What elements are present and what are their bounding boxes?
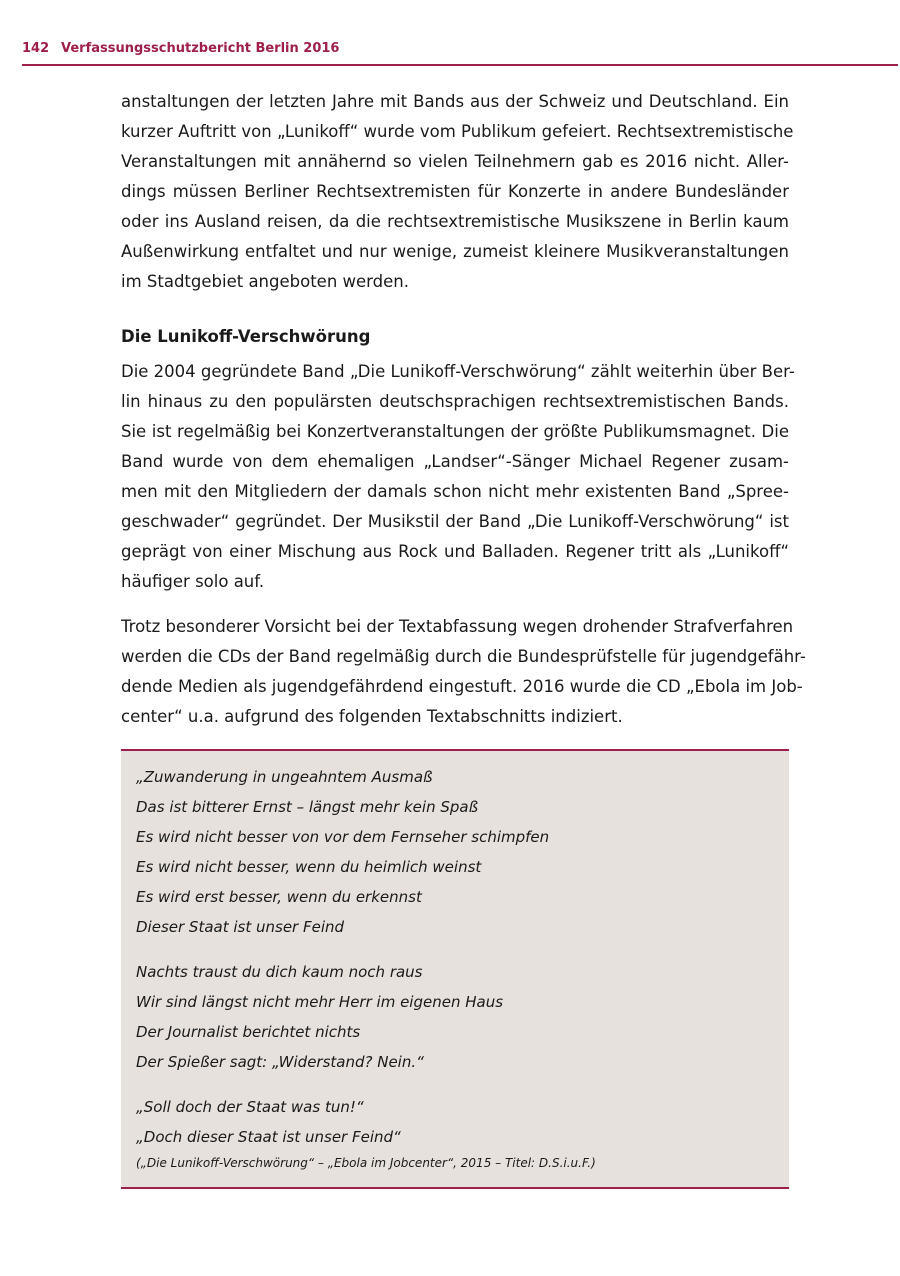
- verse-line: Es wird erst besser, wenn du erkennst: [136, 888, 422, 906]
- quote-stanza-1: [136, 762, 549, 942]
- text-line: kurzer Auftritt von „Lunikoff“ wurde vom Publikum gefeiert. Rechtsextremistische: [121, 122, 794, 141]
- text-line: im Stadtgebiet angeboten werden.: [121, 272, 410, 291]
- verse-line: Es wird nicht besser von vor dem Fernseher schimpfen: [136, 828, 550, 846]
- quote-stanza-2: [136, 957, 503, 1077]
- text-line: Veranstaltungen mit annähernd so vielen Teilnehmern gab es 2016 nicht. Aller-: [121, 152, 789, 171]
- text-line: geschwader“ gegründet. Der Musikstil der Band „Die Lunikoff-Verschwörung“ ist: [121, 512, 789, 531]
- quote-citation: („Die Lunikoff-Verschwörung“ – „Ebola im Jobcenter“, 2015 – Titel: D.S.i.u.F.): [136, 1156, 596, 1170]
- verse-line: „Doch dieser Staat ist unser Feind“: [136, 1128, 401, 1146]
- page-number: 142: [22, 41, 50, 56]
- text-line: werden die CDs der Band regelmäßig durch die Bundesprüfstelle für jugendgefähr-: [121, 647, 806, 666]
- text-line: oder ins Ausland reisen, da die rechtsextremistische Musikszene in Berlin kaum: [121, 212, 789, 231]
- lyrics-quote-box: [121, 749, 789, 1189]
- quote-stanza-3: [136, 1092, 401, 1152]
- verse-line: Der Spießer sagt: „Widerstand? Nein.“: [136, 1053, 424, 1071]
- text-line: Sie ist regelmäßig bei Konzertveranstaltungen der größte Publikumsmagnet. Die: [121, 422, 789, 441]
- paragraph-1: [121, 87, 794, 297]
- text-line: häufiger solo auf.: [121, 572, 265, 591]
- verse-line: Nachts traust du dich kaum noch raus: [136, 963, 423, 981]
- paragraph-3: [121, 612, 806, 732]
- text-line: geprägt von einer Mischung aus Rock und Balladen. Regener tritt als „Lunikoff“: [121, 542, 789, 561]
- verse-line: „Zuwanderung in ungeahntem Ausmaß: [136, 768, 433, 786]
- text-line: Trotz besonderer Vorsicht bei der Textabfassung wegen drohender Strafverfahren: [121, 617, 794, 636]
- verse-line: „Soll doch der Staat was tun!“: [136, 1098, 364, 1116]
- running-header-title: Verfassungsschutzbericht Berlin 2016: [61, 41, 340, 56]
- text-line: dende Medien als jugendgefährdend eingestuft. 2016 wurde die CD „Ebola im Job-: [121, 677, 803, 696]
- verse-line: Der Journalist berichtet nichts: [136, 1023, 361, 1041]
- section-heading: Die Lunikoff-Verschwörung: [121, 327, 371, 346]
- running-header: [22, 40, 898, 66]
- text-line: center“ u.a. aufgrund des folgenden Textabschnitts indiziert.: [121, 707, 623, 726]
- verse-line: Dieser Staat ist unser Feind: [136, 918, 345, 936]
- verse-line: Das ist bitterer Ernst – längst mehr kein Spaß: [136, 798, 479, 816]
- text-line: lin hinaus zu den populärsten deutschsprachigen rechtsextremistischen Bands.: [121, 392, 789, 411]
- text-line: Außenwirkung entfaltet und nur wenige, zumeist kleinere Musikveranstaltungen: [121, 242, 789, 261]
- text-line: Die 2004 gegründete Band „Die Lunikoff-Verschwörung“ zählt weiterhin über Ber-: [121, 362, 795, 381]
- text-line: men mit den Mitgliedern der damals schon nicht mehr existenten Band „Spree-: [121, 482, 789, 501]
- verse-line: Es wird nicht besser, wenn du heimlich weinst: [136, 858, 482, 876]
- paragraph-2: [121, 357, 795, 597]
- text-line: dings müssen Berliner Rechtsextremisten für Konzerte in andere Bundesländer: [121, 182, 789, 201]
- text-line: Band wurde von dem ehemaligen „Landser“-Sänger Michael Regener zusam-: [121, 452, 789, 471]
- text-line: anstaltungen der letzten Jahre mit Bands aus der Schweiz und Deutschland. Ein: [121, 92, 789, 111]
- verse-line: Wir sind längst nicht mehr Herr im eigenen Haus: [136, 993, 504, 1011]
